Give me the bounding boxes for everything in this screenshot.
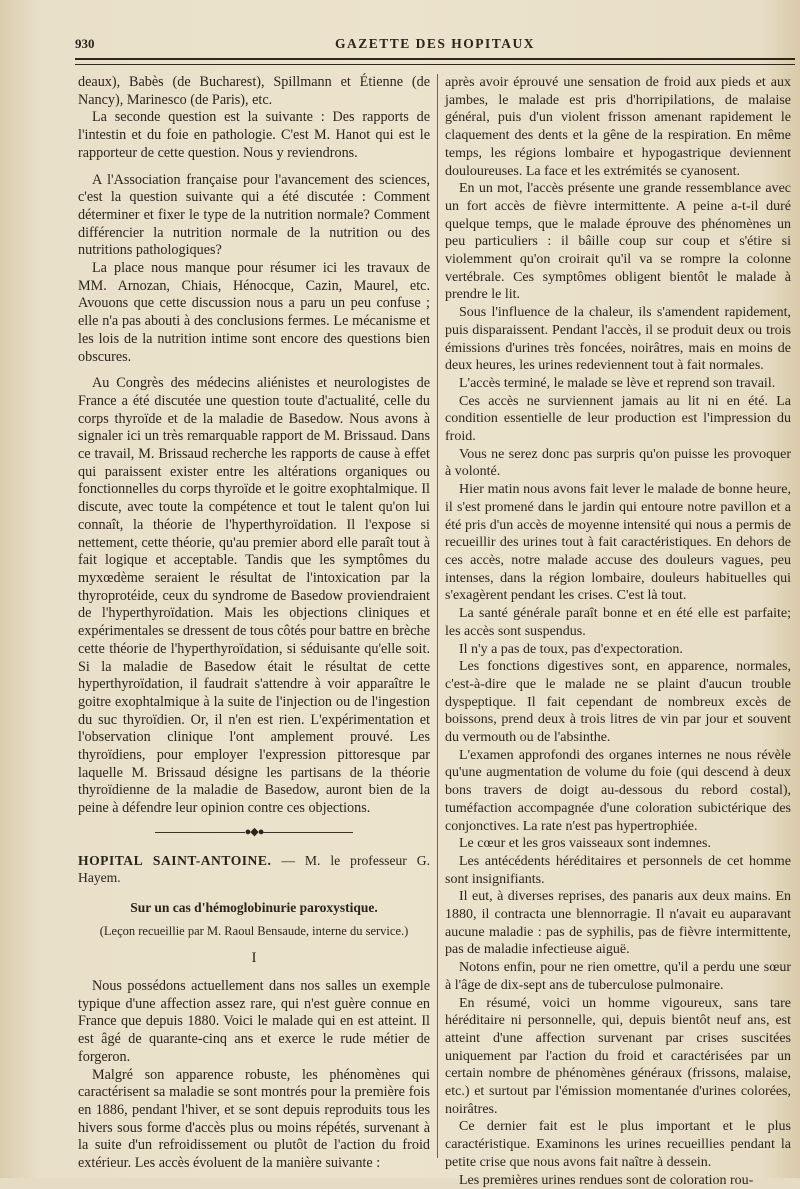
- hospital-name: HOPITAL SAINT-ANTOINE.: [78, 852, 272, 868]
- section-number: I: [251, 950, 257, 967]
- lesson-subtitle: (Leçon recueillie par M. Raoul Bensaude, interne du service.): [99, 923, 409, 938]
- paragraph: L'accès terminé, le malade se lève et reprend son travail.: [459, 375, 776, 391]
- paragraph: Il eut, à diverses reprises, des panaris aux deux mains. En 1880, il contracta une blennorragie. Il n'avait eu auparavant aucune maladie : pas de syphilis, pas de fièvre intermittente, pas de maladie infectieuse aiguë.: [445, 889, 791, 958]
- paragraph: En un mot, l'accès présente une grande ressemblance avec un fort accès de fièvre intermittente. A peine a-t-il duré quelque temps, que le malade éprouve des phénomènes un peu particuliers : il bâille coup sur coup et s'étire si violemment qu'on croirait qu'il va se rompre la colonne vertébrale. Ces symptômes obligent bientôt le malade à prendre le lit.: [445, 181, 791, 303]
- paragraph: Vous ne serez donc pas surpris qu'on puisse les provoquer à volonté.: [445, 446, 791, 480]
- page-number: 930: [75, 36, 95, 51]
- paragraph: après avoir éprouvé une sensation de froid aux pieds et aux jambes, le malade est pris d'horripilations, de malaise général, puis d'un violent frisson amenant rapidement le claquement des dents et la gêne de la respiration. En même temps, les régions lombaire et hypogastrique deviennent douloureuses. La face et les extrémités se cyanosent.: [445, 75, 791, 179]
- paragraph: Les fonctions digestives sont, en apparence, normales, c'est-à-dire que le malade ne se plaint d'aucun trouble dyspeptique. Il fait cependant de nombreux excès de boissons, prend deux à trois litres de vin par jour et souvent du vermouth ou de l'absinthe.: [445, 659, 791, 746]
- paragraph: Sous l'influence de la chaleur, ils s'amendent rapidement, puis disparaissent. Pendant l'accès, il se produit deux ou trois émissions d'urines très foncées, noirâtres, mais en moins de deux heures, les urines redeviennent tout à fait normales.: [445, 305, 791, 374]
- running-title: GAZETTE DES HOPITAUX: [334, 36, 536, 51]
- page-header: [75, 30, 795, 58]
- right-column: [445, 74, 791, 1188]
- paragraph: Ce dernier fait est le plus important et le plus caractéristique. Examinons les urines recueillies pendant la petite crise que nous avons fait naître à dessein.: [445, 1119, 791, 1170]
- column-divider: [437, 74, 438, 1158]
- paragraph: Notons enfin, pour ne rien omettre, qu'il a perdu une sœur à l'âge de dix-sept ans de tuberculose pulmonaire.: [445, 960, 791, 993]
- paragraph: En résumé, voici un homme vigoureux, sans tare héréditaire ni personnelle, qui, depuis bientôt neuf ans, est atteint d'une affection survenant par crises suscitées uniquement par l'action du froid et caractérisées par un certain nombre de phénomènes généraux (frissons, malaise, etc.) et surtout par l'émission momentanée d'urines colorées, noirâtres.: [445, 995, 791, 1117]
- paragraph: La santé générale paraît bonne et en été elle est parfaite; les accès sont suspendus.: [445, 606, 791, 639]
- paragraph: Ces accès ne surviennent jamais au lit ni en été. La condition essentielle de leur production est l'impression du froid.: [445, 393, 791, 445]
- paragraph: La seconde question est la suivante : Des rapports de l'intestin et du foie en pathologie. C'est M. Hanot qui est le rapporteur de cette question. Nous y reviendrons.: [78, 109, 430, 161]
- header-rule: [75, 58, 795, 65]
- paragraph: Les premières urines rendues sont de coloration rou-: [459, 1172, 754, 1188]
- paragraph: Au Congrès des médecins aliénistes et neurologistes de France a été discutée une question toute d'actualité, celle du corps thyroïde et de la maladie de Basedow. Nous avons à signaler ici un très remarquable rapport de M. Brissaud. Dans ce travail, M. Brissaud recherche les rapports de cause à effet qui paraissent exister entre les altérations organiques ou fonctionnelles du corps thyroïde et le goitre exophtalmique. Il discute, avec toute la compétence et tout le talent qu'on lui connaît, la théorie de l'hyperthyroïdation. Il l'expose si nettement, cette théorie, qu'au premier abord elle paraît tout à fait logique et acceptable. Tandis que les symptômes du myxœdème seraient le résultat de l'intoxication par la thyroprotéide, ceux du syndrome de Basedow proviendraient de l'hyperthyroïdation. Mais les objections cliniques et expérimentales se dressent de tous côtés pour battre en brèche cette théorie de l'hyperthyroïdation, si séduisante qu'elle soit. Si la maladie de Basedow était le résultat de cette hyperthyroïdation, il faudrait s'attendre à voir apparaître le goitre exophtalmique à la suite de l'injection ou de l'ingestion du suc thyroïdien. Or, il n'en est rien. L'expérimentation et l'observation clinique l'ont amplement prouvé. Les thyroïdiens, pour employer l'expression pittoresque par laquelle M. Brissaud désigne les partisans de la théorie thyroïdienne de la maladie de Basedow, auront bien de la peine à défendre leur opinion contre ces objections.: [78, 375, 430, 817]
- paragraph: A l'Association française pour l'avancement des sciences, c'est la question suivante qui a été discutée : Comment déterminer et fixer le type de la nutrition normale? Comment différencier la nutrition normale de la nutrition ou des nutritions pathologiques?: [78, 171, 430, 259]
- paragraph: L'examen approfondi des organes internes ne nous révèle qu'une augmentation de volume du foie (qui descend à deux bons travers de doigt au-dessous du rebord costal), tuméfaction accompagnée d'une coloration subictérique des conjonctives. La rate n'est pas hypertrophiée.: [445, 747, 791, 834]
- hospital-professor: — M. le professeur G. Hayem.: [78, 852, 430, 886]
- paragraph: deaux), Babès (de Bucharest), Spillmann et Étienne (de Nancy), Marinesco (de Paris), etc.: [78, 74, 430, 108]
- paragraph: Nous possédons actuellement dans nos salles un exemple typique d'une affection assez rare, qui n'est guère connue en France que depuis 1880. Voici le malade qui en est atteint. Il est âgé de quarante-cinq ans et exerce le rude métier de forgeron.: [78, 978, 430, 1065]
- hospital-heading: [78, 852, 430, 887]
- lesson-title: Sur un cas d'hémoglobinurie paroxystique.: [130, 899, 378, 915]
- paragraph: La place nous manque pour résumer ici les travaux de MM. Arnozan, Chiais, Hénocque, Cazin, Maurel, etc. Avouons que cette discussion nous a paru un peu confuse ; elle n'a pas abouti à des conclusions fermes. Le mécanisme et les lois de la nutrition intime sont encore des questions bien obscures.: [78, 260, 430, 365]
- paragraph: Le cœur et les gros vaisseaux sont indemnes.: [459, 836, 711, 852]
- left-column: [78, 74, 430, 1172]
- paragraph: Malgré son apparence robuste, les phénomènes qui caractérisent sa maladie se sont montrés pour la première fois en 1886, pendant l'hiver, et se sont depuis reproduits tous les hivers sous forme d'accès plus ou moins répétés, survenant à la suite d'un refroidissement ou plutôt de l'action du froid extérieur. Les accès évoluent de la manière suivante :: [78, 1066, 430, 1172]
- paragraph: Hier matin nous avons fait lever le malade de bonne heure, il s'est promené dans le jardin qui entoure notre pavillon et a été pris d'un accès de moyenne intensité qui nous a permis de recueillir des urines tout à fait caractéristiques. En dehors de ces accès, notre malade accuse des douleurs vagues, peu intenses, dans la région lombaire, douleurs habituelles qui s'exagèrent pendant les crises. C'est là tout.: [445, 482, 791, 604]
- paragraph: Les antécédents héréditaires et personnels de cet homme sont insignifiants.: [445, 853, 791, 887]
- paragraph: Il n'y a pas de toux, pas d'expectoration.: [459, 641, 683, 657]
- section-separator: ●◆●: [78, 824, 430, 842]
